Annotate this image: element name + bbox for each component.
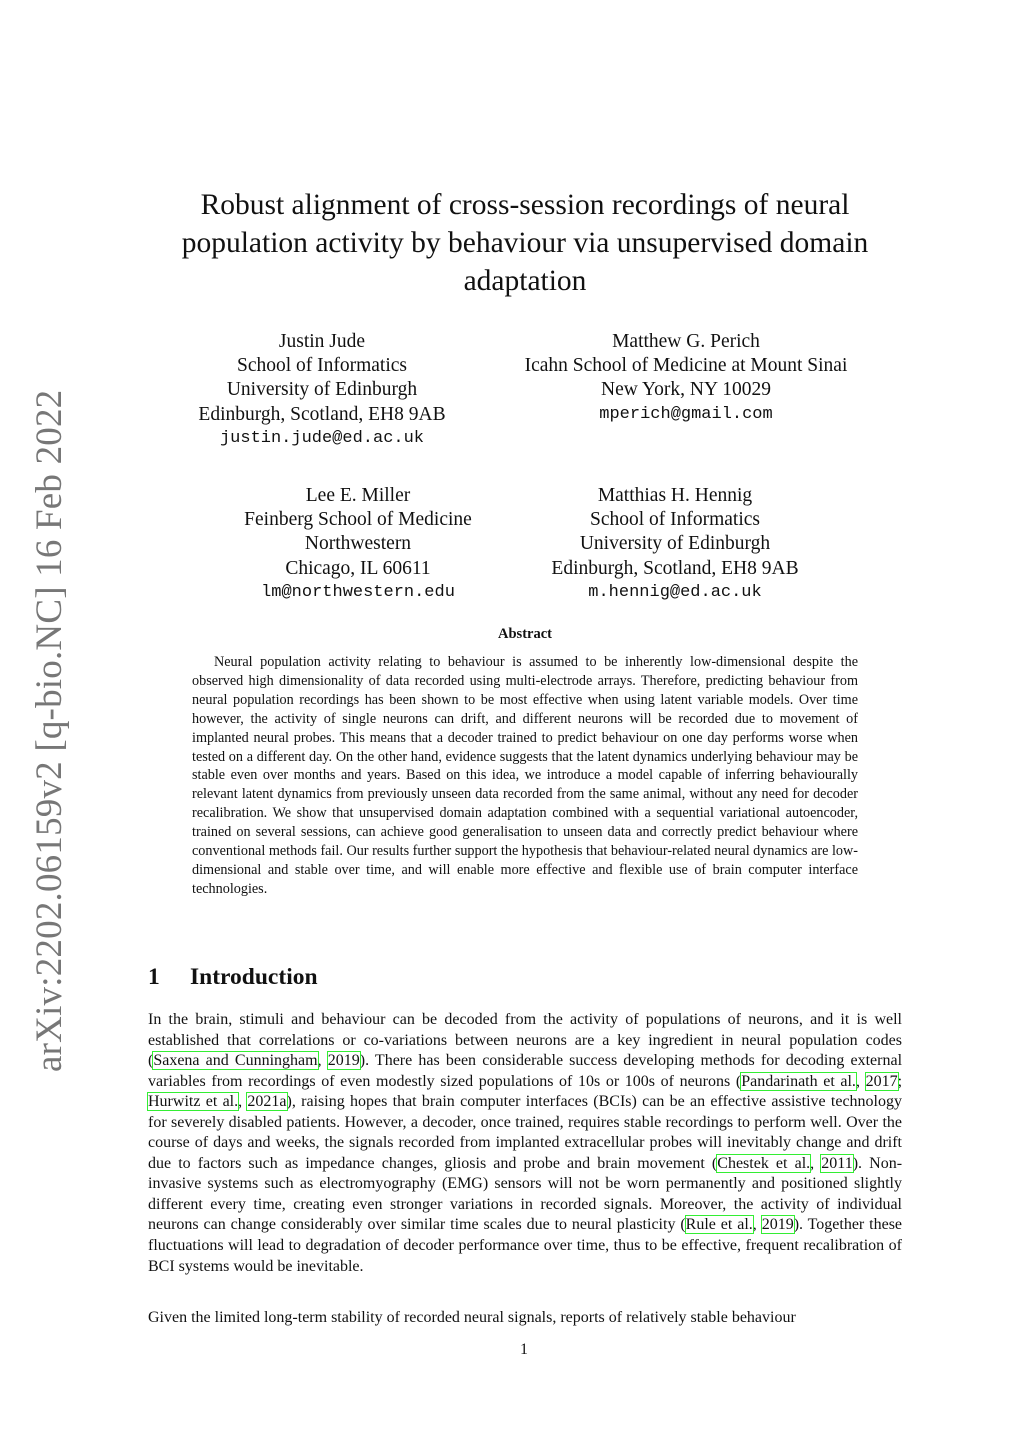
text-run: , [855, 1072, 866, 1090]
citation-link[interactable]: Saxena and Cunningham [153, 1052, 318, 1070]
author-block-jude [172, 330, 472, 451]
author-affiliation: Northwestern [304, 533, 412, 555]
citation-link[interactable]: Rule et al. [685, 1216, 753, 1234]
arxiv-identifier: arXiv:2202.06159v2 [q-bio.NC] 16 Feb 2022 [29, 389, 70, 1072]
author-affiliation: Chicago, IL 60611 [285, 557, 431, 579]
author-affiliation: Feinberg School of Medicine [244, 509, 472, 531]
citation-link[interactable]: Pandarinath et al. [741, 1072, 856, 1090]
abstract-heading: Abstract [498, 626, 552, 642]
author-email: mperich@gmail.com [599, 404, 773, 424]
citation-link[interactable]: 2011 [821, 1154, 853, 1172]
author-block-miller [208, 484, 508, 605]
text-run: , [238, 1093, 248, 1111]
text-run: ; [897, 1072, 903, 1090]
text-run: , [317, 1052, 328, 1070]
author-affiliation: University of Edinburgh [226, 379, 418, 401]
author-affiliation: Edinburgh, Scotland, EH8 9AB [198, 403, 446, 425]
abstract-body: Neural population activity relating to behaviour is assumed to be inherently low-dimensional despite the observed high dimensionality of data recorded using multi-electrode arrays. Therefore, predicting behaviour from neural population recordings has been shown to be most effective when using latent variable models. Over time however, the activity of single neurons can drift, and different neurons will be recorded due to movement of implanted neural probes. This means that a decoder trained to predict behaviour on one day performs worse when tested on a different day. On the other hand, evidence suggests that the latent dynamics underlying behaviour may be stable even over months and years. Based on this idea, we introduce a model capable of inferring behaviourally relevant latent dynamics from previously unseen data recorded from the same animal, without any need for decoder recalibration. We show that unsupervised domain adaptation combined with a sequential variational autoencoder, trained on several sessions, can achieve good generalisation to unseen data and correctly predict behaviour where conventional methods fail. Our results further support the hypothesis that behaviour-related neural dynamics are low-dimensional and stable over time, and will enable more effective and flexible use of brain computer interface technologies. [192, 654, 858, 897]
author-email: m.hennig@ed.ac.uk [588, 582, 762, 602]
page-number: 1 [520, 1341, 528, 1358]
author-block-perich [486, 330, 886, 427]
author-name: Lee E. Miller [305, 485, 411, 506]
author-affiliation: School of Informatics [589, 509, 761, 531]
citation-link[interactable]: Chestek et al. [717, 1154, 811, 1172]
text-run: , [752, 1216, 762, 1234]
author-affiliation: Icahn School of Medicine at Mount Sinai [524, 355, 848, 377]
text-run: ). Together these fluctuations will lead to degradation of decoder performance over time, thus to be effective, frequent recalibration of BCI systems would be inevitable. [148, 1216, 903, 1275]
text-run: ), raising hopes that brain computer interfaces (BCIs) can be an effective assistive technology for severely disabled patients. However, a decoder, once trained, requires stable recordings to perform well. Over the course of days and weeks, the signals recorded from implanted extracellular probes will inevitably change and drift due to factors such as impedance changes, gliosis and probe and brain movement ( [148, 1093, 902, 1172]
text-run: ). Non-invasive systems such as electromyography (EMG) sensors will not be worn permanently and positioned slightly different every time, creating even stronger variations in recorded signals. Moreover, the activity of individual neurons can change considerably over similar time scales due to neural plasticity ( [148, 1154, 903, 1234]
intro-paragraph-1 [148, 1010, 902, 1277]
author-email: lm@northwestern.edu [261, 582, 455, 602]
author-email: justin.jude@ed.ac.uk [219, 428, 425, 448]
text-run: In the brain, stimuli and behaviour can be decoded from the activity of populations of neurons, and it is well established that correlations or co-variations between neurons are a key ingredient in neural population codes ( [148, 1011, 902, 1070]
citation-link[interactable]: 2017 [865, 1072, 898, 1090]
author-name: Matthew G. Perich [612, 331, 760, 352]
author-affiliation: New York, NY 10029 [601, 379, 771, 401]
author-name: Justin Jude [278, 331, 366, 352]
paper-title: Robust alignment of cross-session recordings of neural population activity by behaviour via unsupervised domain adaptation [181, 189, 869, 297]
text-run: ). There has been considerable success developing methods for decoding external variables from recordings of even modestly sized populations of 10s or 100s of neurons ( [148, 1052, 903, 1090]
citation-link[interactable]: Hurwitz et al. [148, 1093, 239, 1111]
citation-link[interactable]: 2019 [761, 1216, 794, 1234]
author-affiliation: Edinburgh, Scotland, EH8 9AB [551, 557, 799, 579]
author-block-hennig [525, 484, 825, 605]
author-affiliation: School of Informatics [236, 355, 408, 377]
section-number: 1 [148, 964, 160, 990]
author-name: Matthias H. Hennig [597, 485, 753, 506]
citation-link[interactable]: 2019 [327, 1052, 360, 1070]
section-title: Introduction [190, 964, 318, 990]
text-run: , [810, 1154, 822, 1172]
section-heading-introduction [148, 964, 318, 991]
author-affiliation: University of Edinburgh [579, 533, 771, 555]
intro-paragraph-2: Given the limited long-term stability of recorded neural signals, reports of relatively stable behaviour [148, 1309, 796, 1326]
citation-link[interactable]: 2021a [247, 1093, 287, 1111]
